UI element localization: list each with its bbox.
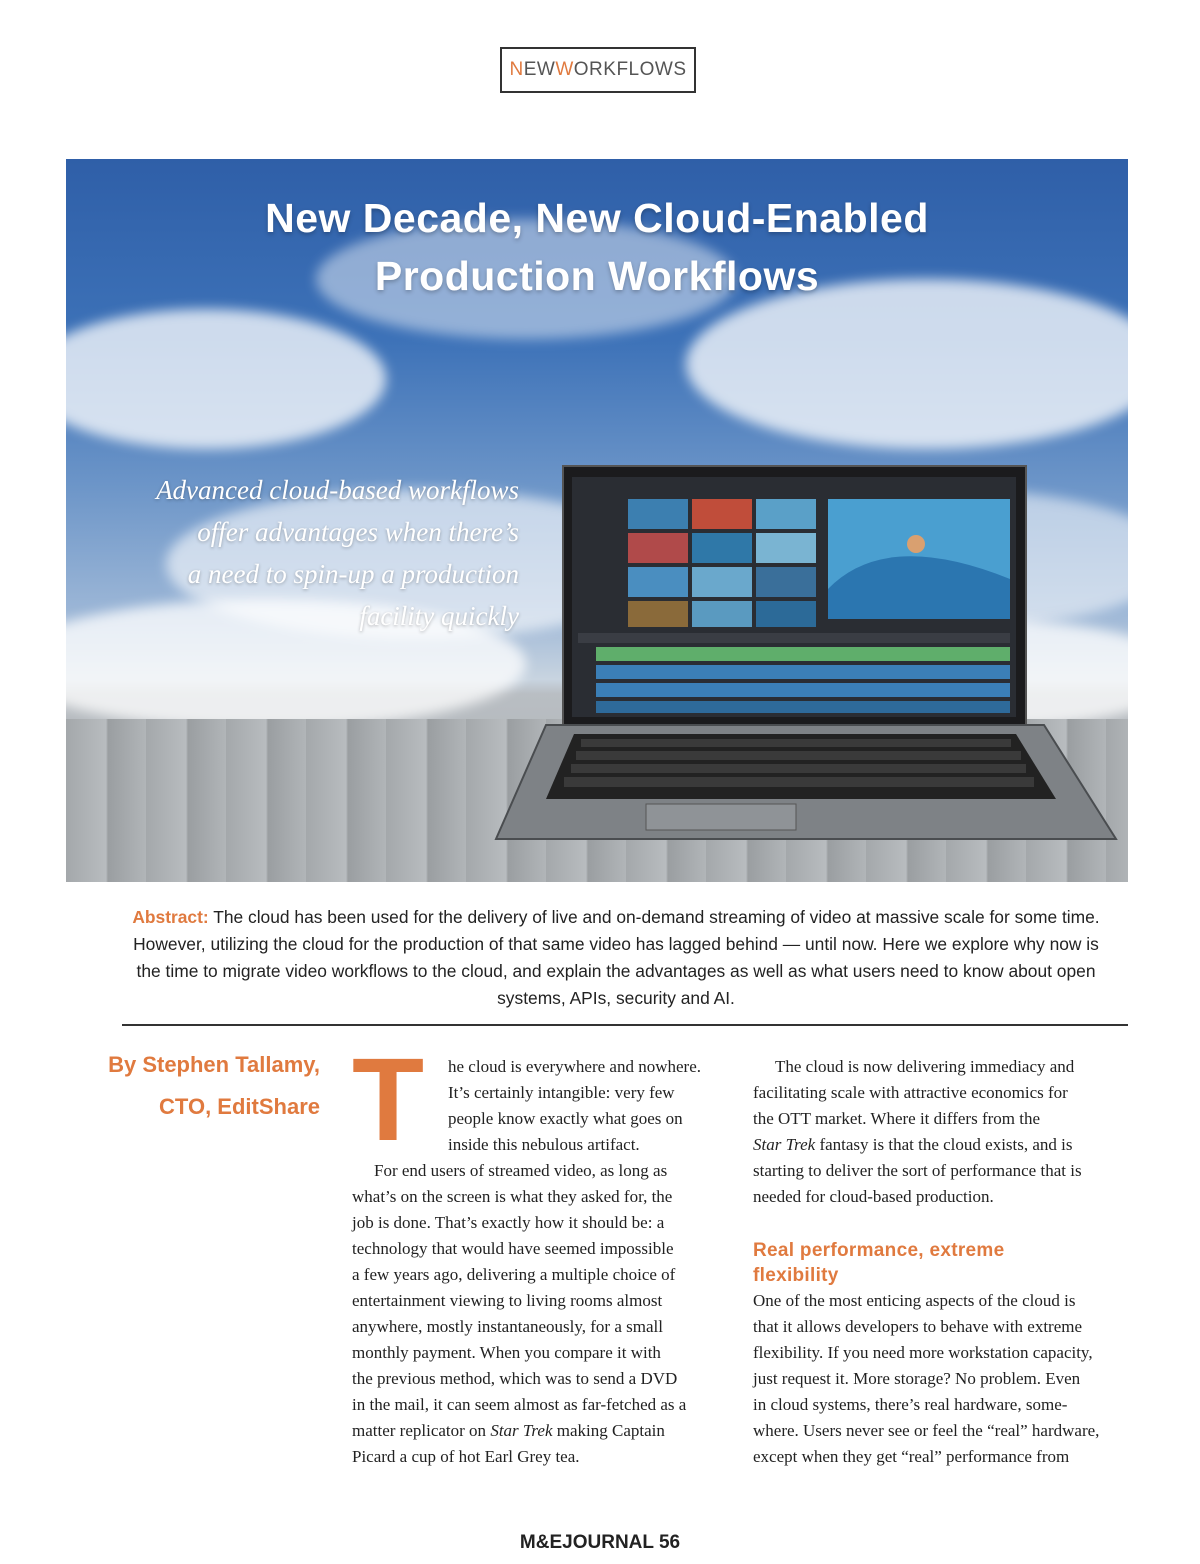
section-tag-initial: N bbox=[509, 59, 524, 80]
body-line: he cloud is everywhere and nowhere. bbox=[448, 1057, 702, 1076]
body-line: in cloud systems, there’s real hardware, some- bbox=[753, 1395, 1068, 1414]
deck-line: offer advantages when there’s bbox=[197, 517, 519, 547]
body-line: what’s on the screen is what they asked for, the bbox=[352, 1187, 673, 1206]
body-line: Picard a cup of hot Earl Grey tea. bbox=[352, 1447, 580, 1466]
section-tag-text-2: ORKFLOWS bbox=[573, 59, 687, 80]
body-line: anywhere, mostly instantaneously, for a small bbox=[352, 1317, 663, 1336]
divider bbox=[122, 1024, 1128, 1026]
body-line: the OTT market. Where it differs from the bbox=[753, 1109, 1041, 1128]
abstract bbox=[120, 904, 1112, 1012]
body-line: It’s certainly intangible: very few bbox=[448, 1083, 675, 1102]
body-line: except when they get “real” performance from bbox=[753, 1447, 1070, 1466]
section-tag bbox=[500, 47, 696, 93]
deck-line: a need to spin-up a production bbox=[187, 559, 519, 589]
abstract-text: The cloud has been used for the delivery of live and on-demand streaming of video at massive scale for some time. However, utilizing the cloud for the production of that same video has lagged behind — until now. Here we explore why now is the time to migrate video workflows to the cloud, and explain the advantages as well as what users need to know about open systems, APIs, security and AI. bbox=[133, 907, 1100, 1008]
body-line: job is done. That’s exactly how it should be: a bbox=[352, 1213, 665, 1232]
deck-line: facility quickly bbox=[359, 601, 519, 631]
timeline-audio-track bbox=[596, 665, 1010, 679]
author-name: By Stephen Tallamy, bbox=[108, 1052, 320, 1077]
body-text: fantasy is that the cloud exists, and is bbox=[815, 1135, 1073, 1154]
body-line: technology that would have seemed impossible bbox=[352, 1239, 674, 1258]
abstract-label: Abstract: bbox=[132, 907, 209, 927]
subhead: flexibility bbox=[753, 1265, 839, 1286]
body-text: matter replicator on bbox=[352, 1421, 491, 1440]
body-line: people know exactly what goes on bbox=[448, 1109, 683, 1128]
timeline-video-track bbox=[596, 647, 1010, 661]
body-text: making Captain bbox=[552, 1421, 665, 1440]
drop-cap: T bbox=[352, 1034, 425, 1166]
body-line: that it allows developers to behave with extreme bbox=[753, 1317, 1083, 1336]
article-title bbox=[66, 189, 1128, 305]
body-line: The cloud is now delivering immediacy and bbox=[775, 1057, 1075, 1076]
body-column-1 bbox=[352, 1054, 730, 1470]
body-line: starting to deliver the sort of performance that is bbox=[753, 1161, 1082, 1180]
body-line: facilitating scale with attractive economics for bbox=[753, 1083, 1068, 1102]
body-line: One of the most enticing aspects of the cloud is bbox=[753, 1291, 1076, 1310]
body-line: needed for cloud-based production. bbox=[753, 1187, 994, 1206]
emphasis-title: Star Trek bbox=[490, 1421, 553, 1440]
body-line: flexibility. If you need more workstation capacity, bbox=[753, 1343, 1093, 1362]
byline bbox=[60, 1044, 320, 1128]
emphasis-title: Star Trek bbox=[753, 1135, 816, 1154]
body-line: entertainment viewing to living rooms almost bbox=[352, 1291, 663, 1310]
title-line: Production Workflows bbox=[374, 253, 820, 299]
section-tag-initial-2: W bbox=[555, 59, 574, 80]
section-tag-text: EW bbox=[523, 59, 556, 80]
body-line bbox=[352, 1418, 730, 1444]
body-column-2 bbox=[753, 1054, 1133, 1470]
article-deck bbox=[96, 469, 519, 637]
body-line: inside this nebulous artifact. bbox=[448, 1135, 640, 1154]
body-line bbox=[753, 1132, 1133, 1158]
body-line: the previous method, which was to send a DVD bbox=[352, 1369, 678, 1388]
body-line: just request it. More storage? No problem. Even bbox=[753, 1369, 1081, 1388]
media-thumbnails bbox=[628, 499, 816, 627]
body-line: where. Users never see or feel the “real” hardware, bbox=[753, 1421, 1100, 1440]
body-line: in the mail, it can seem almost as far-fetched as a bbox=[352, 1395, 687, 1414]
body-line: For end users of streamed video, as long as bbox=[374, 1161, 668, 1180]
author-title: CTO, EditShare bbox=[159, 1094, 320, 1119]
page-number: 56 bbox=[658, 1532, 681, 1553]
touchpad bbox=[646, 804, 796, 830]
body-line: monthly payment. When you compare it with bbox=[352, 1343, 661, 1362]
body-line: a few years ago, delivering a multiple choice of bbox=[352, 1265, 676, 1284]
hero-image bbox=[66, 159, 1128, 882]
deck-line: Advanced cloud-based workflows bbox=[156, 475, 519, 505]
subhead: Real performance, extreme bbox=[753, 1240, 1005, 1261]
page-footer bbox=[0, 1532, 1200, 1554]
title-line: New Decade, New Cloud-Enabled bbox=[265, 195, 929, 241]
footer-brand: M&E bbox=[519, 1532, 563, 1553]
footer-journal: JOURNAL bbox=[562, 1532, 654, 1553]
